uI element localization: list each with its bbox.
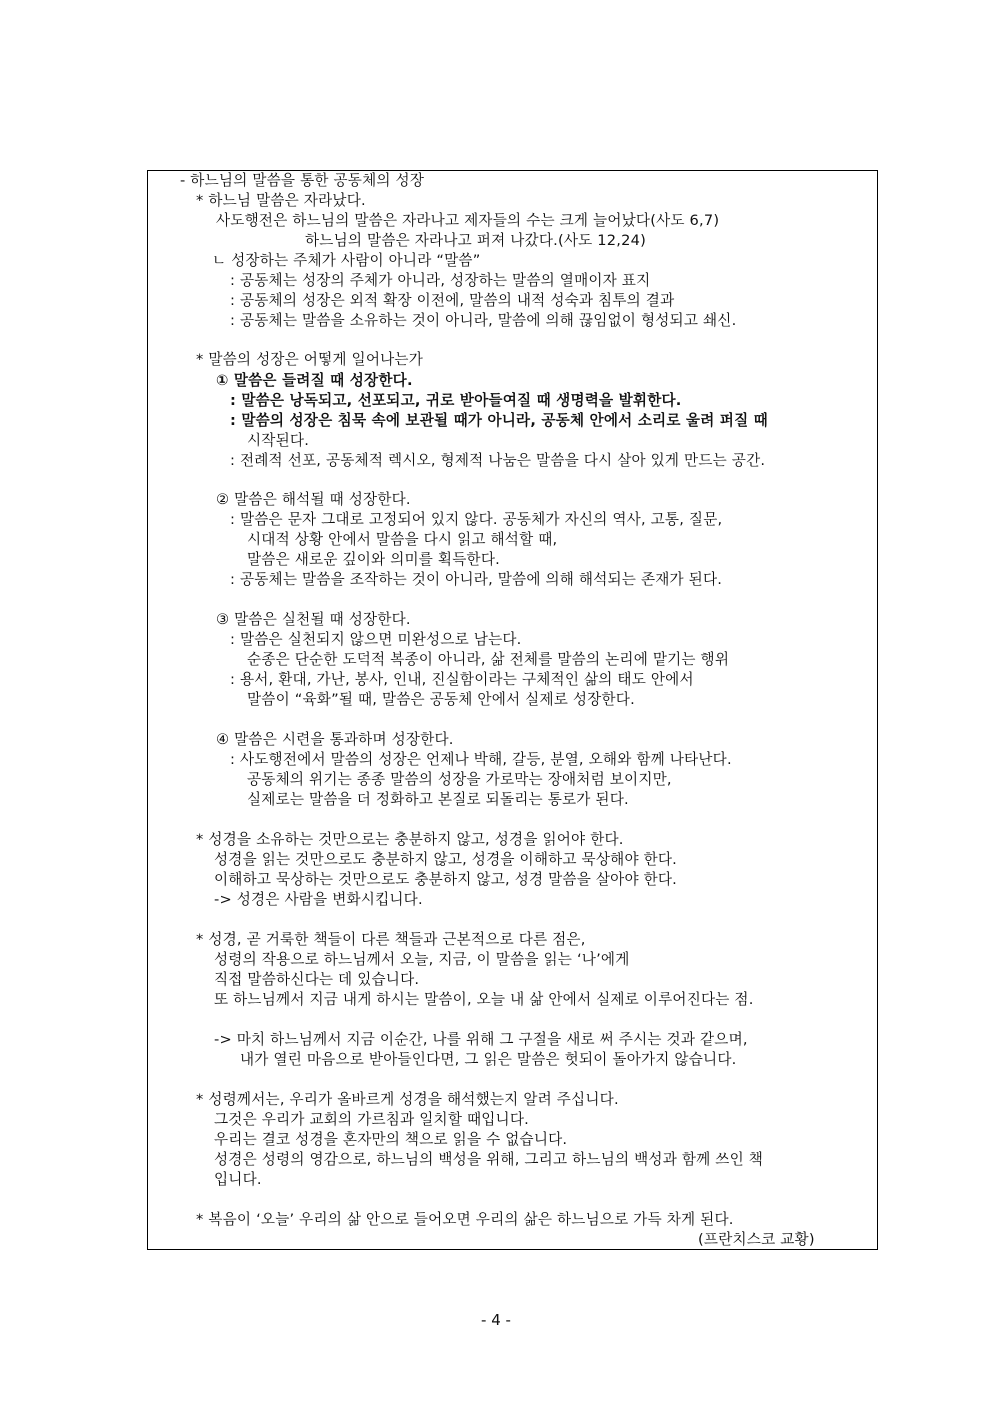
text-line: 시대적 상황 안에서 말씀을 다시 읽고 해석할 때, xyxy=(247,531,558,548)
section-heading: - 하느님의 말씀을 통한 공동체의 성장 xyxy=(180,172,425,189)
numbered-heading: ① 말씀은 들려질 때 성장한다. xyxy=(216,372,413,389)
bullet-heading: * 성경을 소유하는 것만으로는 충분하지 않고, 성경을 읽어야 한다. xyxy=(196,831,624,848)
text-line: : 말씀의 성장은 침묵 속에 보관될 때가 아니라, 공동체 안에서 소리로 울려 퍼질 때 xyxy=(230,412,768,429)
text-line: 공동체의 위기는 종종 말씀의 성장을 가로막는 장애처럼 보이지만, xyxy=(247,771,672,788)
bullet-heading: * 복음이 ‘오늘’ 우리의 삶 안으로 들어오면 우리의 삶은 하느님으로 가득 차게 된다. xyxy=(196,1211,734,1228)
page-number: - 4 - xyxy=(481,1311,511,1329)
text-line: : 말씀은 문자 그대로 고정되어 있지 않다. 공동체가 자신의 역사, 고통, 질문, xyxy=(230,511,723,528)
text-line: 입니다. xyxy=(214,1171,262,1188)
text-line: : 공동체의 성장은 외적 확장 이전에, 말씀의 내적 성숙과 침투의 결과 xyxy=(230,292,675,309)
text-line: 그것은 우리가 교회의 가르침과 일치할 때입니다. xyxy=(214,1111,529,1128)
text-line: : 공동체는 말씀을 소유하는 것이 아니라, 말씀에 의해 끊임없이 형성되고 쇄신. xyxy=(230,312,737,329)
text-line: 사도행전은 하느님의 말씀은 자라나고 제자들의 수는 크게 늘어났다(사도 6,7) xyxy=(216,212,720,229)
text-line: 실제로는 말씀을 더 정화하고 본질로 되돌리는 통로가 된다. xyxy=(247,791,629,808)
bullet-heading: * 성경, 곧 거룩한 책들이 다른 책들과 근본적으로 다른 점은, xyxy=(196,931,586,948)
text-line: : 말씀은 실천되지 않으면 미완성으로 남는다. xyxy=(230,631,522,648)
numbered-heading: ③ 말씀은 실천될 때 성장한다. xyxy=(216,611,411,628)
text-line: -> 성경은 사람을 변화시킵니다. xyxy=(214,891,423,908)
text-line: 우리는 결코 성경을 혼자만의 책으로 읽을 수 없습니다. xyxy=(214,1131,568,1148)
bullet-heading: * 말씀의 성장은 어떻게 일어나는가 xyxy=(196,351,424,368)
bullet-heading: * 성령께서는, 우리가 올바르게 성경을 해석했는지 알려 주십니다. xyxy=(196,1091,619,1108)
text-line: 또 하느님께서 지금 내게 하시는 말씀이, 오늘 내 삶 안에서 실제로 이루어진다는 점. xyxy=(214,991,754,1008)
text-line: 성경은 성령의 영감으로, 하느님의 백성을 위해, 그리고 하느님의 백성과 함께 쓰인 책 xyxy=(214,1151,764,1168)
text-line: : 사도행전에서 말씀의 성장은 언제나 박해, 갈등, 분열, 오해와 함께 나타난다. xyxy=(230,751,732,768)
text-line: 성령의 작용으로 하느님께서 오늘, 지금, 이 말씀을 읽는 ‘나’에게 xyxy=(214,951,630,968)
text-line: : 용서, 환대, 가난, 봉사, 인내, 진실함이라는 구체적인 삶의 태도 안에서 xyxy=(230,671,694,688)
text-line: -> 마치 하느님께서 지금 이순간, 나를 위해 그 구절을 새로 써 주시는 것과 같으며, xyxy=(214,1031,748,1048)
numbered-heading: ② 말씀은 해석될 때 성장한다. xyxy=(216,491,411,508)
text-line: 내가 열린 마음으로 받아들인다면, 그 읽은 말씀은 헛되이 돌아가지 않습니다. xyxy=(240,1051,737,1068)
content-frame xyxy=(147,170,878,1250)
text-line: 말씀이 “육화”될 때, 말씀은 공동체 안에서 실제로 성장한다. xyxy=(247,691,635,708)
text-line: 직접 말씀하신다는 데 있습니다. xyxy=(214,971,420,988)
text-line: : 말씀은 낭독되고, 선포되고, 귀로 받아들여질 때 생명력을 발휘한다. xyxy=(230,392,682,409)
text-line: : 공동체는 말씀을 조작하는 것이 아니라, 말씀에 의해 해석되는 존재가 된다. xyxy=(230,571,723,588)
text-line: : 공동체는 성장의 주체가 아니라, 성장하는 말씀의 열매이자 표지 xyxy=(230,272,651,289)
bullet-heading: * 하느님 말씀은 자라났다. xyxy=(196,192,366,209)
attribution: (프란치스코 교황) xyxy=(698,1231,815,1248)
text-line: 말씀은 새로운 깊이와 의미를 획득한다. xyxy=(247,551,500,568)
text-line: : 전례적 선포, 공동체적 렉시오, 형제적 나눔은 말씀을 다시 살아 있게 만드는 공간. xyxy=(230,452,766,469)
text-line: 이해하고 묵상하는 것만으로도 충분하지 않고, 성경 말씀을 살아야 한다. xyxy=(214,871,678,888)
text-line: 성경을 읽는 것만으로도 충분하지 않고, 성경을 이해하고 묵상해야 한다. xyxy=(214,851,678,868)
text-line: ㄴ 성장하는 주체가 사람이 아니라 “말씀” xyxy=(212,252,481,269)
numbered-heading: ④ 말씀은 시련을 통과하며 성장한다. xyxy=(216,731,454,748)
text-line: 시작된다. xyxy=(247,432,310,449)
text-line: 하느님의 말씀은 자라나고 퍼져 나갔다.(사도 12,24) xyxy=(305,232,646,249)
text-line: 순종은 단순한 도덕적 복종이 아니라, 삶 전체를 말씀의 논리에 맡기는 행위 xyxy=(247,651,730,668)
